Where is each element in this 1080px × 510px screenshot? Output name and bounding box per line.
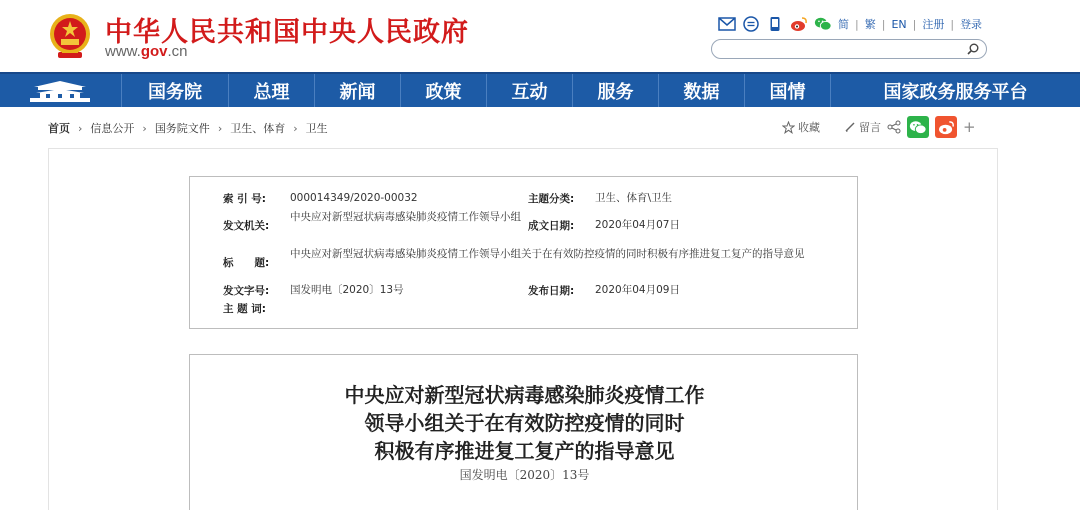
divider: | (912, 17, 917, 31)
title-value: 中央应对新型冠状病毒感染肺炎疫情工作领导小组关于在有效防控疫情的同时积极有序推进复工复产的指导意见 (290, 248, 805, 260)
message-icon[interactable] (742, 16, 760, 32)
favorite-button[interactable] (782, 119, 820, 135)
nav-item-premier[interactable]: 总理 (228, 74, 314, 107)
site-url-suffix: .cn (167, 43, 188, 60)
document-number-label: 发文字号: (223, 285, 270, 297)
nav-home[interactable] (0, 74, 120, 107)
document-title-line: 积极有序推进复工复产的指导意见 (374, 439, 675, 463)
site-header (0, 0, 1080, 72)
simplified-chinese-link[interactable]: 简 (838, 18, 849, 31)
nav-item-news[interactable]: 新闻 (314, 74, 400, 107)
nav-item-state-council[interactable]: 国务院 (121, 74, 228, 107)
divider: | (855, 17, 859, 31)
site-url[interactable] (105, 43, 188, 60)
login-link[interactable]: 登录 (960, 18, 983, 31)
search-input[interactable] (720, 43, 970, 61)
chevron-right-icon: › (142, 121, 147, 135)
weibo-icon (938, 120, 955, 135)
chevron-right-icon: › (217, 121, 223, 135)
document-body (189, 354, 858, 510)
traditional-chinese-link[interactable]: 繁 (864, 18, 876, 31)
site-url-brand: gov (140, 43, 168, 60)
index-value: 000014349/2020-00032 (290, 192, 418, 204)
site-url-prefix: www. (105, 43, 141, 60)
divider: | (881, 17, 886, 31)
utility-bar (718, 14, 982, 34)
site-title[interactable]: 中华人民共和国中央人民政府 (105, 17, 469, 48)
topic-label: 主题分类: (528, 193, 575, 205)
nav-item-policy[interactable]: 政策 (400, 74, 486, 107)
share-wechat-button[interactable] (907, 116, 929, 138)
pen-icon (844, 121, 856, 133)
issuer-label: 发文机关: (223, 220, 270, 232)
nav-item-gov-service-platform[interactable]: 国家政务服务平台 (830, 74, 1080, 107)
chevron-right-icon: › (78, 121, 83, 135)
document-number-value: 国发明电〔2020〕13号 (290, 284, 404, 296)
breadcrumb (48, 120, 328, 136)
mail-icon[interactable] (718, 16, 736, 32)
share-icon (887, 120, 901, 134)
published-date-value: 2020年04月09日 (595, 284, 680, 296)
wechat-icon (909, 120, 927, 135)
created-date-label: 成文日期: (528, 220, 575, 232)
breadcrumb-health-sports[interactable]: 卫生、体育 (230, 122, 286, 135)
index-label: 索 引 号: (223, 193, 267, 205)
document-metadata-table (189, 176, 858, 329)
created-date-value: 2020年04月07日 (595, 219, 680, 231)
mobile-icon[interactable] (766, 16, 784, 32)
published-date-label: 发布日期: (528, 285, 575, 297)
title-label: 标 题: (223, 257, 270, 269)
comment-button[interactable] (844, 119, 881, 135)
document-title-line: 领导小组关于在有效防控疫情的同时 (364, 411, 685, 435)
comment-label: 留言 (859, 121, 881, 134)
keywords-label: 主 题 词: (223, 303, 267, 315)
breadcrumb-info-disclosure[interactable]: 信息公开 (90, 122, 135, 135)
plus-icon[interactable]: + (963, 118, 976, 136)
star-icon (782, 121, 795, 134)
document-number: 国发明电〔2020〕13号 (459, 468, 590, 482)
page-tools (782, 116, 976, 138)
nav-item-interaction[interactable]: 互动 (486, 74, 572, 107)
favorite-label: 收藏 (798, 121, 820, 134)
topic-value: 卫生、体育\卫生 (595, 192, 673, 204)
breadcrumb-health[interactable]: 卫生 (305, 122, 328, 135)
nav-item-data[interactable]: 数据 (658, 74, 744, 107)
wechat-icon[interactable] (814, 16, 832, 32)
divider: | (950, 17, 955, 31)
english-link[interactable]: EN (891, 17, 907, 31)
tiananmen-icon (28, 79, 92, 103)
breadcrumb-state-council-docs[interactable]: 国务院文件 (154, 122, 210, 135)
breadcrumb-home[interactable]: 首页 (48, 122, 70, 135)
search-box (711, 39, 987, 59)
national-emblem-icon[interactable] (48, 12, 92, 60)
main-nav (0, 72, 1080, 107)
document-title (190, 381, 859, 465)
nav-item-national-info[interactable]: 国情 (744, 74, 830, 107)
chevron-right-icon: › (293, 121, 298, 135)
document-title-line: 中央应对新型冠状病毒感染肺炎疫情工作 (344, 383, 705, 407)
issuer-value: 中央应对新型冠状病毒感染肺炎疫情工作领导小组 (290, 211, 521, 223)
search-icon[interactable] (966, 42, 980, 56)
nav-item-services[interactable]: 服务 (572, 74, 658, 107)
register-link[interactable]: 注册 (922, 18, 945, 31)
share-weibo-button[interactable] (935, 116, 957, 138)
weibo-icon[interactable] (790, 16, 808, 32)
share-button[interactable] (887, 120, 901, 134)
